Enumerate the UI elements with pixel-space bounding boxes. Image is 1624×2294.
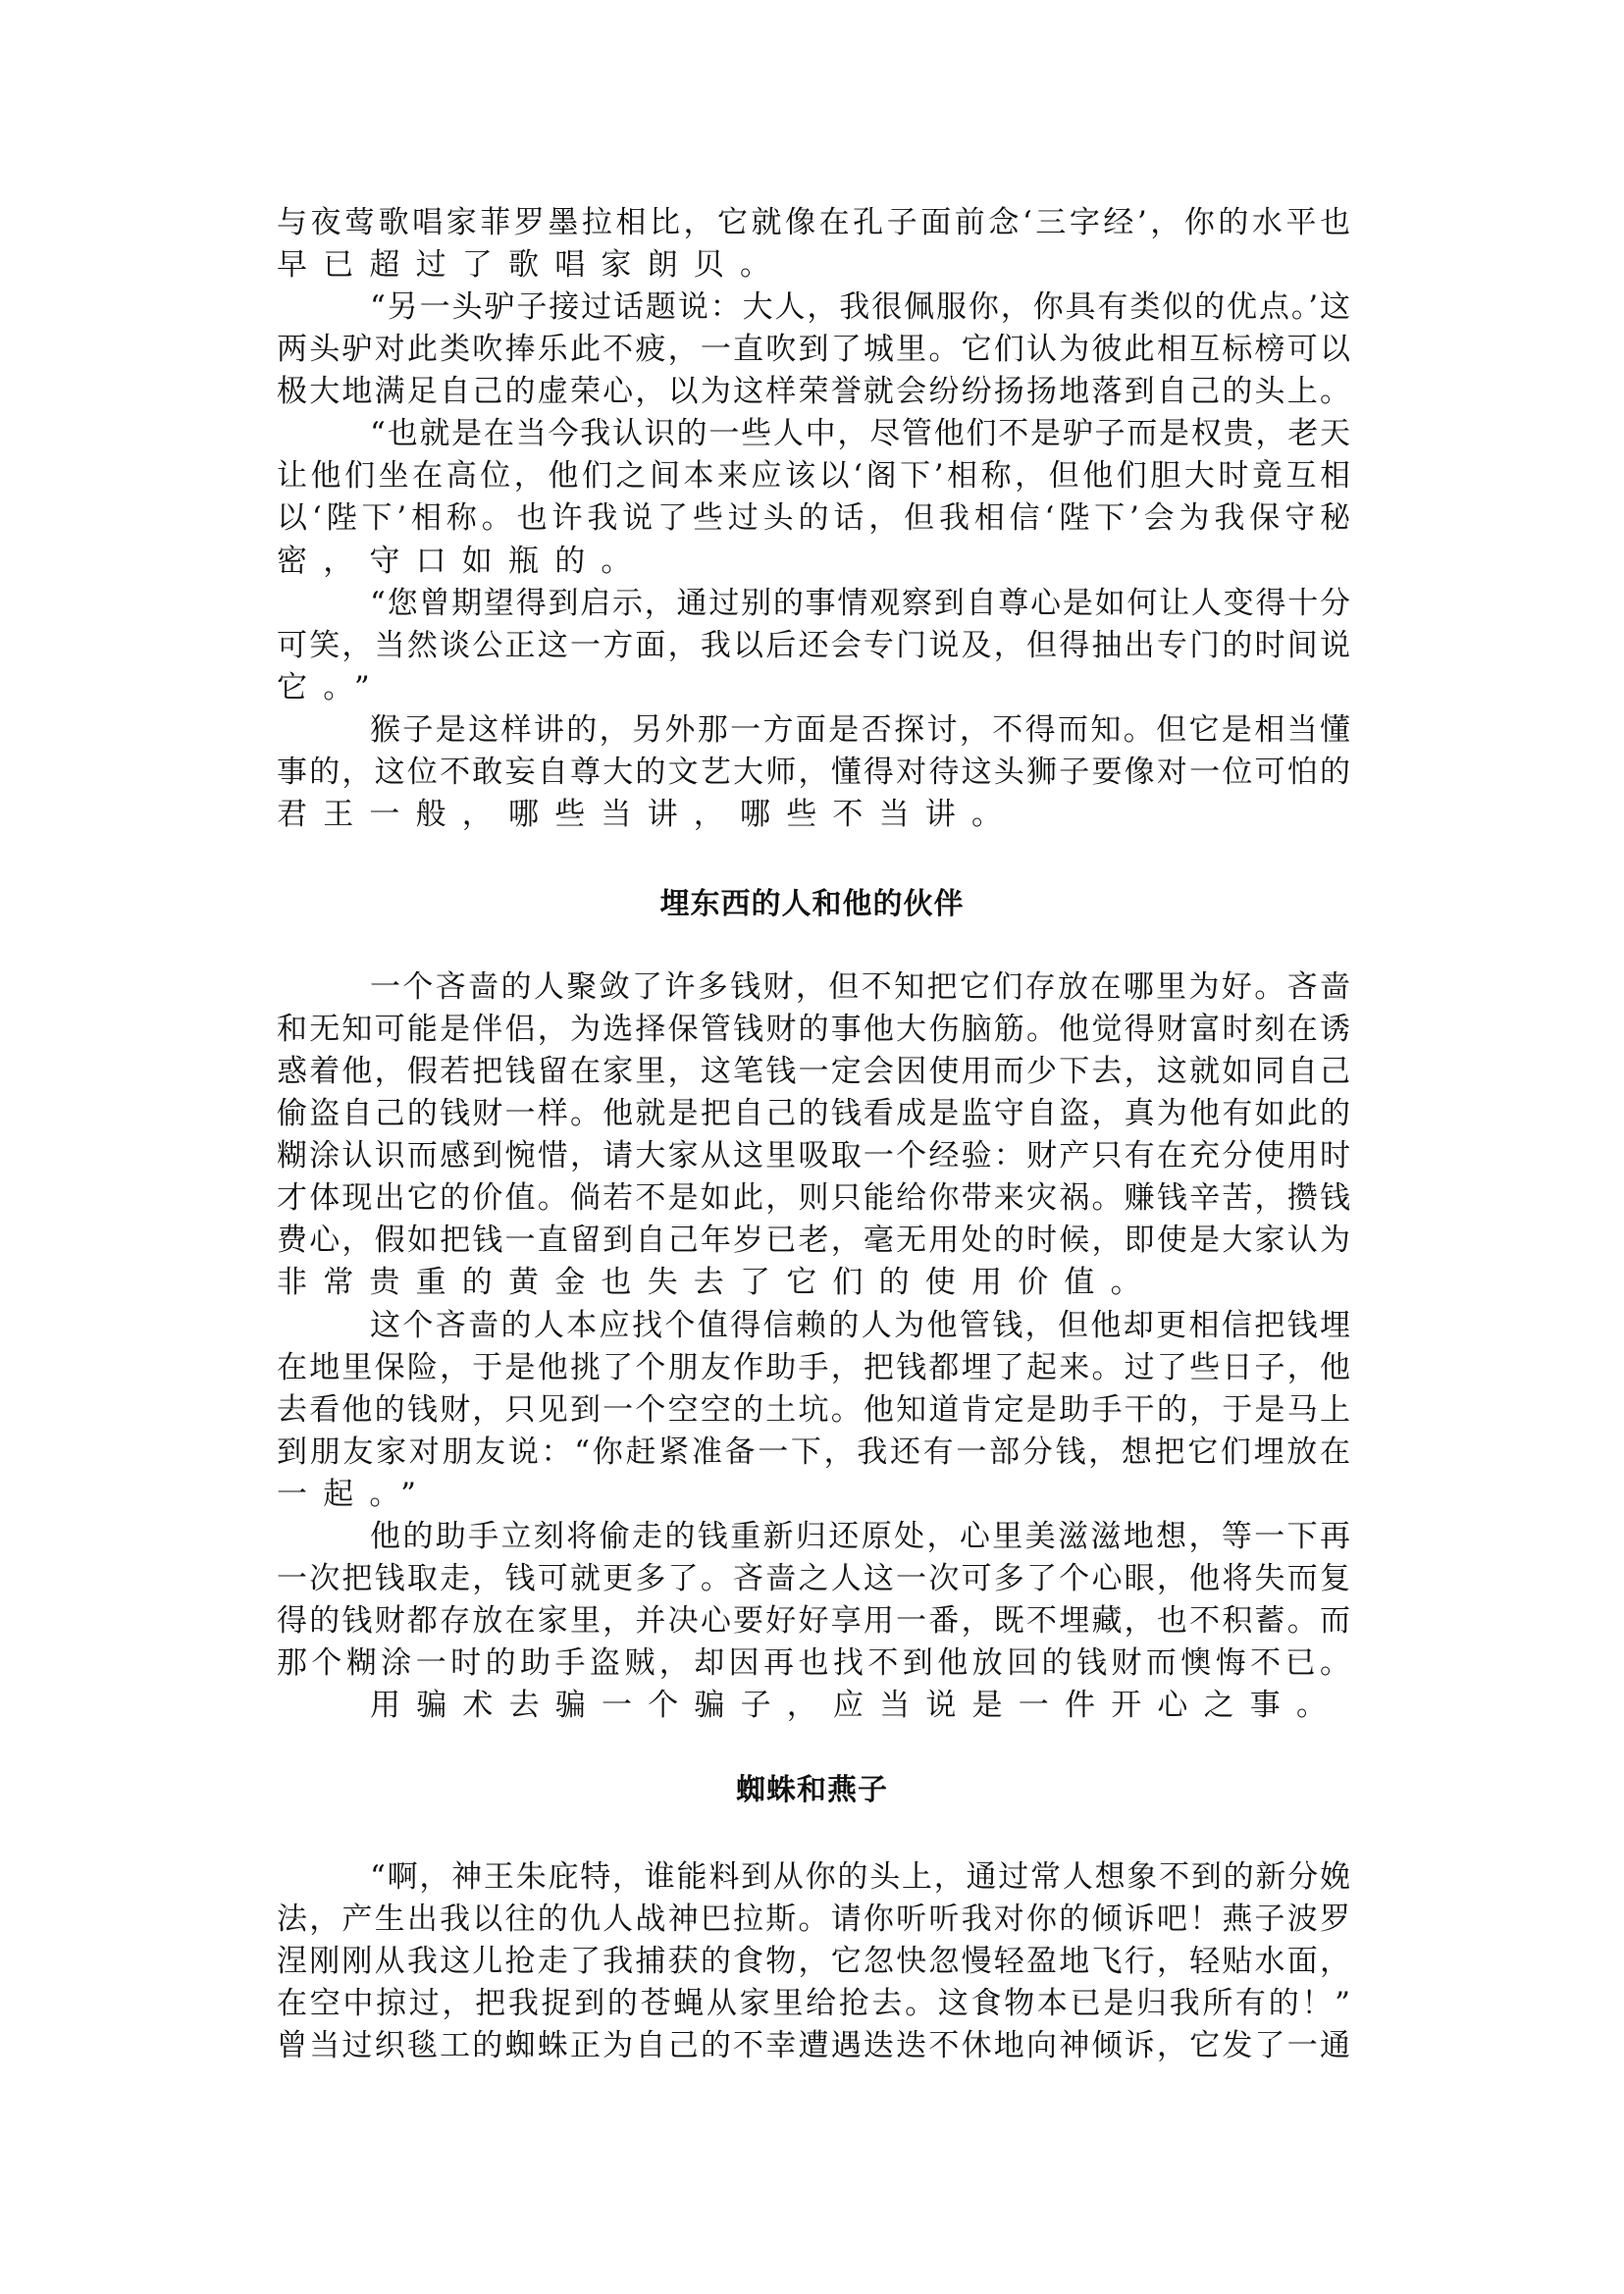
section-title-buried-treasure: 埋东西的人和他的伙伴	[659, 887, 965, 921]
paragraph	[277, 1516, 1350, 1685]
text-line: “也就是在当今我认识的一些人中，尽管他们不是驴子而是权贵，老天	[370, 416, 1350, 452]
text-line: “另一头驴子接过话题说：大人，我很佩服你，你具有类似的优点。’这	[370, 289, 1350, 326]
text-line: 非常贵重的黄金也失去了它们的使用价值。	[277, 1265, 1157, 1301]
text-line: 得的钱财都存放在家里，并决心要好好享用一番，既不埋藏，也不积蓄。而	[277, 1602, 1350, 1639]
paragraph	[277, 413, 1350, 582]
section-donkeys-ending	[277, 202, 1350, 836]
text-line: 一次把钱取走，钱可就更多了。吝啬之人这一次可多了个心眼，他将失而复	[277, 1560, 1350, 1596]
paragraph	[277, 583, 1350, 709]
section-buried-treasure	[277, 966, 1350, 1727]
text-line: 糊涂认识而感到惋惜，请大家从这里吸取一个经验：财产只有在充分使用时	[277, 1138, 1350, 1174]
text-line: 惑着他，假若把钱留在家里，这笔钱一定会因使用而少下去，这就如同自己	[277, 1054, 1350, 1090]
text-line: 与夜莺歌唱家菲罗墨拉相比，它就像在孔子面前念‘三字经’，你的水平也	[277, 205, 1350, 240]
paragraph	[277, 709, 1350, 836]
text-line: 猴子是这样讲的，另外那一方面是否探讨，不得而知。但它是相当懂	[370, 711, 1350, 748]
text-line: 在空中掠过，把我捉到的苍蝇从家里给抢去。这食物本已是归我所有的！”	[277, 1986, 1350, 2022]
text-line: “您曾期望得到启示，通过别的事情观察到自尊心是如何让人变得十分	[370, 585, 1350, 621]
text-line: 那个糊涂一时的助手盗贼，却因再也找不到他放回的钱财而懊悔不已。	[277, 1645, 1350, 1681]
text-line: 才体现出它的价值。倘若不是如此，则只能给你带来灾祸。赚钱辛苦，攒钱	[277, 1180, 1350, 1217]
paragraph	[277, 1856, 1350, 2067]
text-line: 偷盗自己的钱财一样。他就是把自己的钱看成是监守自盗，真为他有如此的	[277, 1096, 1350, 1132]
text-line: 费心，假如把钱一直留到自己年岁已老，毫无用处的时候，即使是大家认为	[277, 1223, 1350, 1259]
text-line: 事的，这位不敢妄自尊大的文艺大师，懂得对待这头狮子要像对一位可怕的	[277, 754, 1350, 790]
text-line: 用骗术去骗一个骗子，应当说是一件开心之事。	[370, 1688, 1343, 1724]
text-line: 他的助手立刻将偷走的钱重新归还原处，心里美滋滋地想，等一下再	[370, 1518, 1350, 1554]
text-line: 法，产生出我以往的仇人战神巴拉斯。请你听听我对你的倾诉吧！燕子波罗	[277, 1902, 1350, 1938]
paragraph	[277, 1685, 1350, 1727]
paragraph	[277, 287, 1350, 413]
text-line: 去看他的钱财，只见到一个空空的土坑。他知道肯定是助手干的，于是马上	[277, 1391, 1350, 1428]
text-line: 君王一般，哪些当讲，哪些不当讲。	[277, 796, 1019, 832]
text-line: 它。”	[277, 669, 386, 705]
text-line: 以‘陛下’相称。也许我说了些过头的话，但我相信‘陛下’会为我保守秘	[277, 500, 1350, 537]
text-line: 早已超过了歌唱家朗贝。	[277, 247, 787, 284]
text-line: 到朋友家对朋友说：“你赶紧准备一下，我还有一部分钱，想把它们埋放在	[277, 1434, 1350, 1470]
text-line: 在地里保险，于是他挑了个朋友作助手，把钱都埋了起来。过了些日子，他	[277, 1349, 1350, 1385]
text-line: 涅刚刚从我这儿抢走了我捕获的食物，它忽快忽慢轻盈地飞行，轻贴水面，	[277, 1944, 1350, 1980]
paragraph	[277, 966, 1350, 1305]
text-line: 极大地满足自己的虚荣心，以为这样荣誉就会纷纷扬扬地落到自己的头上。	[277, 374, 1350, 410]
text-line: 可笑，当然谈公正这一方面，我以后还会专门说及，但得抽出专门的时间说	[277, 627, 1350, 663]
text-line: 让他们坐在高位，他们之间本来应该以‘阁下’相称，但他们胆大时竟互相	[277, 458, 1350, 495]
paragraph	[277, 1305, 1350, 1516]
text-line: 一起。”	[277, 1476, 433, 1512]
paragraph	[277, 202, 1350, 287]
text-line: 密，守口如瓶的。	[277, 543, 648, 579]
text-line: 曾当过织毯工的蜘蛛正为自己的不幸遭遇迭迭不休地向神倾诉，它发了一通	[277, 2028, 1350, 2064]
text-line: 一个吝啬的人聚敛了许多钱财，但不知把它们存放在哪里为好。吝啬	[370, 969, 1350, 1005]
text-line: 和无知可能是伴侣，为选择保管钱财的事他大伤脑筋。他觉得财富时刻在诱	[277, 1012, 1350, 1048]
text-line: 两头驴对此类吹捧乐此不疲，一直吹到了城里。它们认为彼此相互标榜可以	[277, 332, 1350, 368]
text-line: “啊，神王朱庇特，谁能料到从你的头上，通过常人想象不到的新分娩	[370, 1859, 1350, 1895]
section-spider-swallow	[277, 1856, 1350, 2067]
text-line: 这个吝啬的人本应找个值得信赖的人为他管钱，但他却更相信把钱埋	[370, 1307, 1350, 1343]
section-title-spider-swallow: 蜘蛛和燕子	[736, 1773, 888, 1807]
